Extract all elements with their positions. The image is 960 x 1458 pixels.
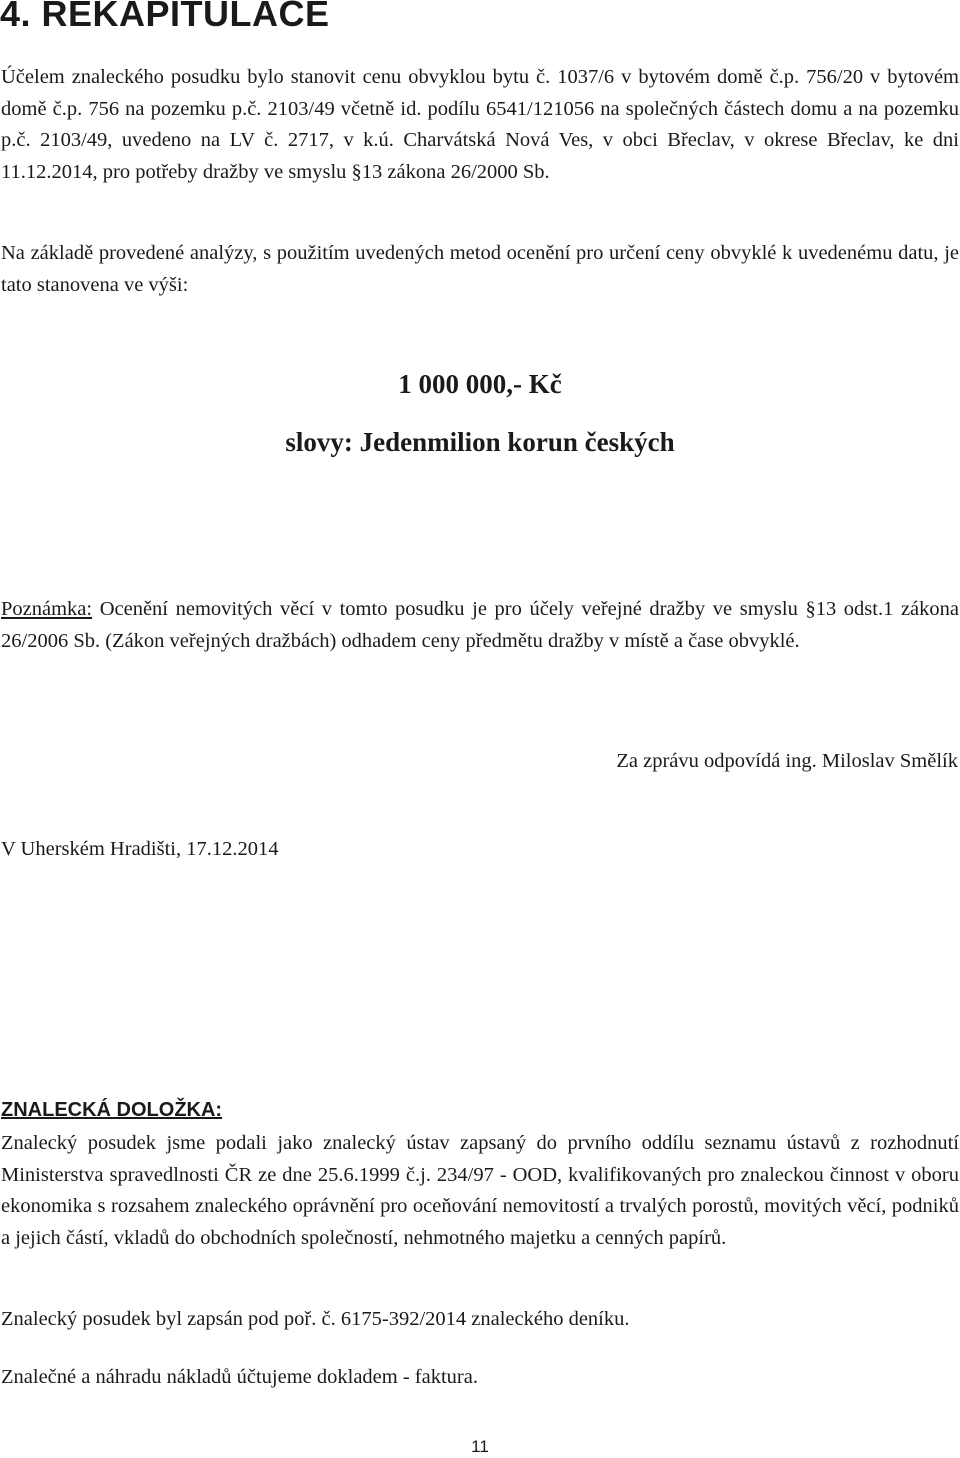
note-label: Poznámka:: [1, 598, 93, 620]
note-text: Ocenění nemovitých věcí v tomto posudku je pro účely veřejné dražby ve smyslu §13 odst.1 zákona 26/2006 Sb. (Zákon veřejných dražbách) odhadem ceny předmětu dražby v místě a čase obvyklé.: [1, 598, 959, 652]
section-heading: 4. REKAPITULACE: [0, 0, 330, 34]
valuation-amount: 1 000 000,- Kč: [398, 369, 562, 399]
intro-paragraph: Účelem znaleckého posudku bylo stanovit cenu obvyklou bytu č. 1037/6 v bytovém domě č.p. 756/20 v bytovém domě č.p. 756 na pozemku p.č. 2103/49 včetně id. podílu 6541/121056 na společných částech domu a na pozemku p.č. 2103/49, uvedeno na LV č. 2717, v k.ú. Charvátská Nová Ves, v obci Břeclav, v okrese Břeclav, ke dni 11.12.2014, pro potřeby dražby ve smyslu §13 zákona 26/2000 Sb.: [1, 66, 959, 183]
expert-clause-registration: Znalecký posudek byl zapsán pod poř. č. 6175-392/2014 znaleckého deníku.: [1, 1308, 630, 1330]
expert-clause-fee: Znalečné a náhradu nákladů účtujeme dokladem - faktura.: [1, 1366, 478, 1388]
note-paragraph: [1, 594, 959, 657]
place-and-date: V Uherském Hradišti, 17.12.2014: [1, 838, 279, 860]
page-number: 11: [471, 1437, 489, 1456]
expert-clause-body: Znalecký posudek jsme podali jako znalecký ústav zapsaný do prvního oddílu seznamu ústavů z rozhodnutí Ministerstva spravedlnosti ČR ze dne 25.6.1999 č.j. 234/97 - OOD, kvalifikovaných pro znaleckou činnost v oboru ekonomika s rozsahem znaleckého oprávnění pro oceňování nemovitostí a trvalých porostů, movitých věcí, podniků a jejich částí, vkladů do obchodních společností, nehmotného majetku a cenných papírů.: [1, 1132, 959, 1249]
analysis-paragraph: Na základě provedené analýzy, s použitím uvedených metod ocenění pro určení ceny obvyklé k uvedenému datu, je tato stanovena ve výši:: [1, 242, 959, 296]
expert-clause-title: ZNALECKÁ DOLOŽKA:: [1, 1099, 223, 1121]
valuation-amount-words: slovy: Jedenmilion korun českých: [285, 427, 675, 457]
responsible-person: Za zprávu odpovídá ing. Miloslav Smělík: [616, 750, 958, 772]
